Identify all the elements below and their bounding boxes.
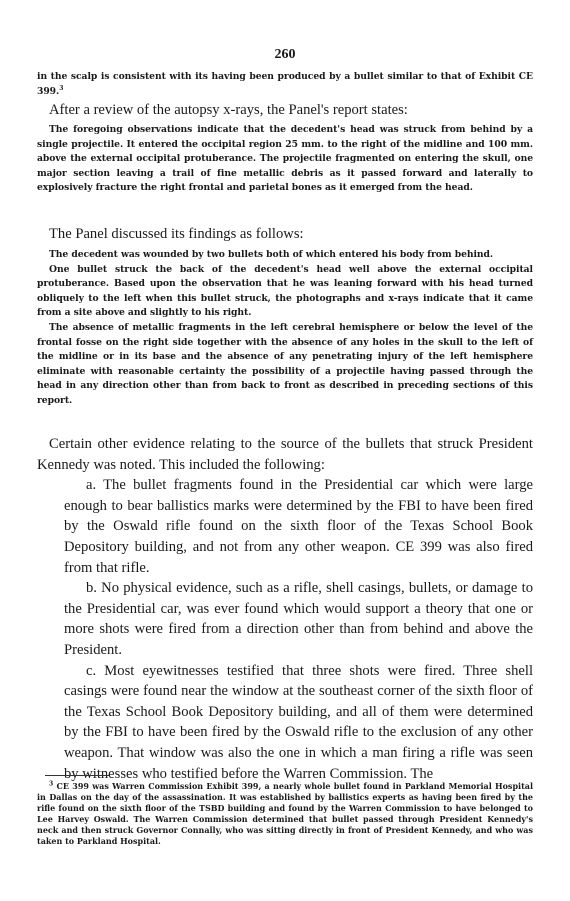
findings-quote: [37, 248, 533, 409]
evidence-item-b: b. No physical evidence, such as a rifle, shell casings, bullets, or damage to the Presidential car, was ever found which would support a theory that one or more shots were fired from a direction other than from behind and above the President.: [64, 580, 533, 658]
evidence-item-c: c. Most eyewitnesses testified that three shots were fired. Three shell casings were found near the window at the southeast corner of the sixth floor of the Texas School Book Depository building, and all of them were determined by the FBI to have been fired by the Oswald rifle to the exclusion of any other weapon. That window was also the one in which a man firing a rifle was seen by witnesses who testified before the Warren Commission. The: [64, 662, 533, 782]
autopsy-intro: [37, 100, 533, 121]
footnote-text: CE 399 was Warren Commission Exhibit 399, a nearly whole bullet found in Parkland Memorial Hospital in Dallas on the day of the assassination. It was established by ballistics experts as having been fired by the rifle found on the sixth floor of the TSBD building and found by the Warren Commission to have belonged to Lee Harvey Oswald. The Warren Commission determined that bullet passed through President Kennedy's neck and then struck Governor Connally, who was sitting directly in front of President Kennedy, and who was taken to Parkland Hospital.: [37, 781, 533, 846]
footnote-divider: [45, 775, 109, 776]
footnote: [37, 781, 533, 847]
autopsy-quote-text: The foregoing observations indicate that the decedent's head was struck from behind by a single projectile. It entered the occipital region 25 mm. to the right of the midline and 100 mm. above the external occipital protuberance. The projectile fragmented on entering the skull, one major section leaving a trail of fine metallic debris as it passed forward and laterally to explosively fracture the right frontal and parietal bones as it emerged from the head.: [37, 124, 533, 194]
finding-paragraph: One bullet struck the back of the decedent's head well above the external occipital protuberance. Based upon the observation that he was leaning forward with his head turned obliquely to the left when this bullet struck, the photographs and x-rays indicate that it came from a site above and slightly to his right.: [37, 263, 533, 319]
evidence-intro: Certain other evidence relating to the source of the bullets that struck President Kennedy was noted. This included the following:: [37, 436, 533, 473]
continuation-text: in the scalp is consistent with its having been produced by a bullet similar to that of Exhibit CE 399.: [37, 71, 533, 97]
findings-intro: [37, 224, 533, 245]
autopsy-intro-text: After a review of the autopsy x-rays, the Panel's report states:: [49, 102, 408, 118]
findings-intro-text: The Panel discussed its findings as follows:: [49, 226, 304, 242]
evidence-item-a: a. The bullet fragments found in the Presidential car which were large enough to bear ballistics marks were determined by the FBI to have been fired by the Oswald rifle found on the sixth floor of the Texas School Book Depository building, and not from any other weapon. CE 399 was also fired from that rifle.: [64, 477, 533, 576]
footnote-reference: 3: [59, 84, 64, 92]
page-number: 260: [274, 47, 296, 62]
footnote-mark: 3: [49, 780, 54, 788]
evidence-section: [37, 434, 533, 784]
finding-paragraph: The decedent was wounded by two bullets both of which entered his body from behind.: [49, 249, 494, 260]
finding-paragraph: The absence of metallic fragments in the left cerebral hemisphere or below the level of the frontal fosse on the right side together with the absence of any holes in the skull to the left of the midline or in its base and the absence of any penetrating injury of the left hemisphere eliminate with reasonable certainty the possibility of a projectile having passed through the head in any direction other than from back to front as described in preceding sections of this report.: [37, 321, 533, 406]
autopsy-quote: [37, 123, 533, 196]
continuation-paragraph: [37, 70, 533, 99]
